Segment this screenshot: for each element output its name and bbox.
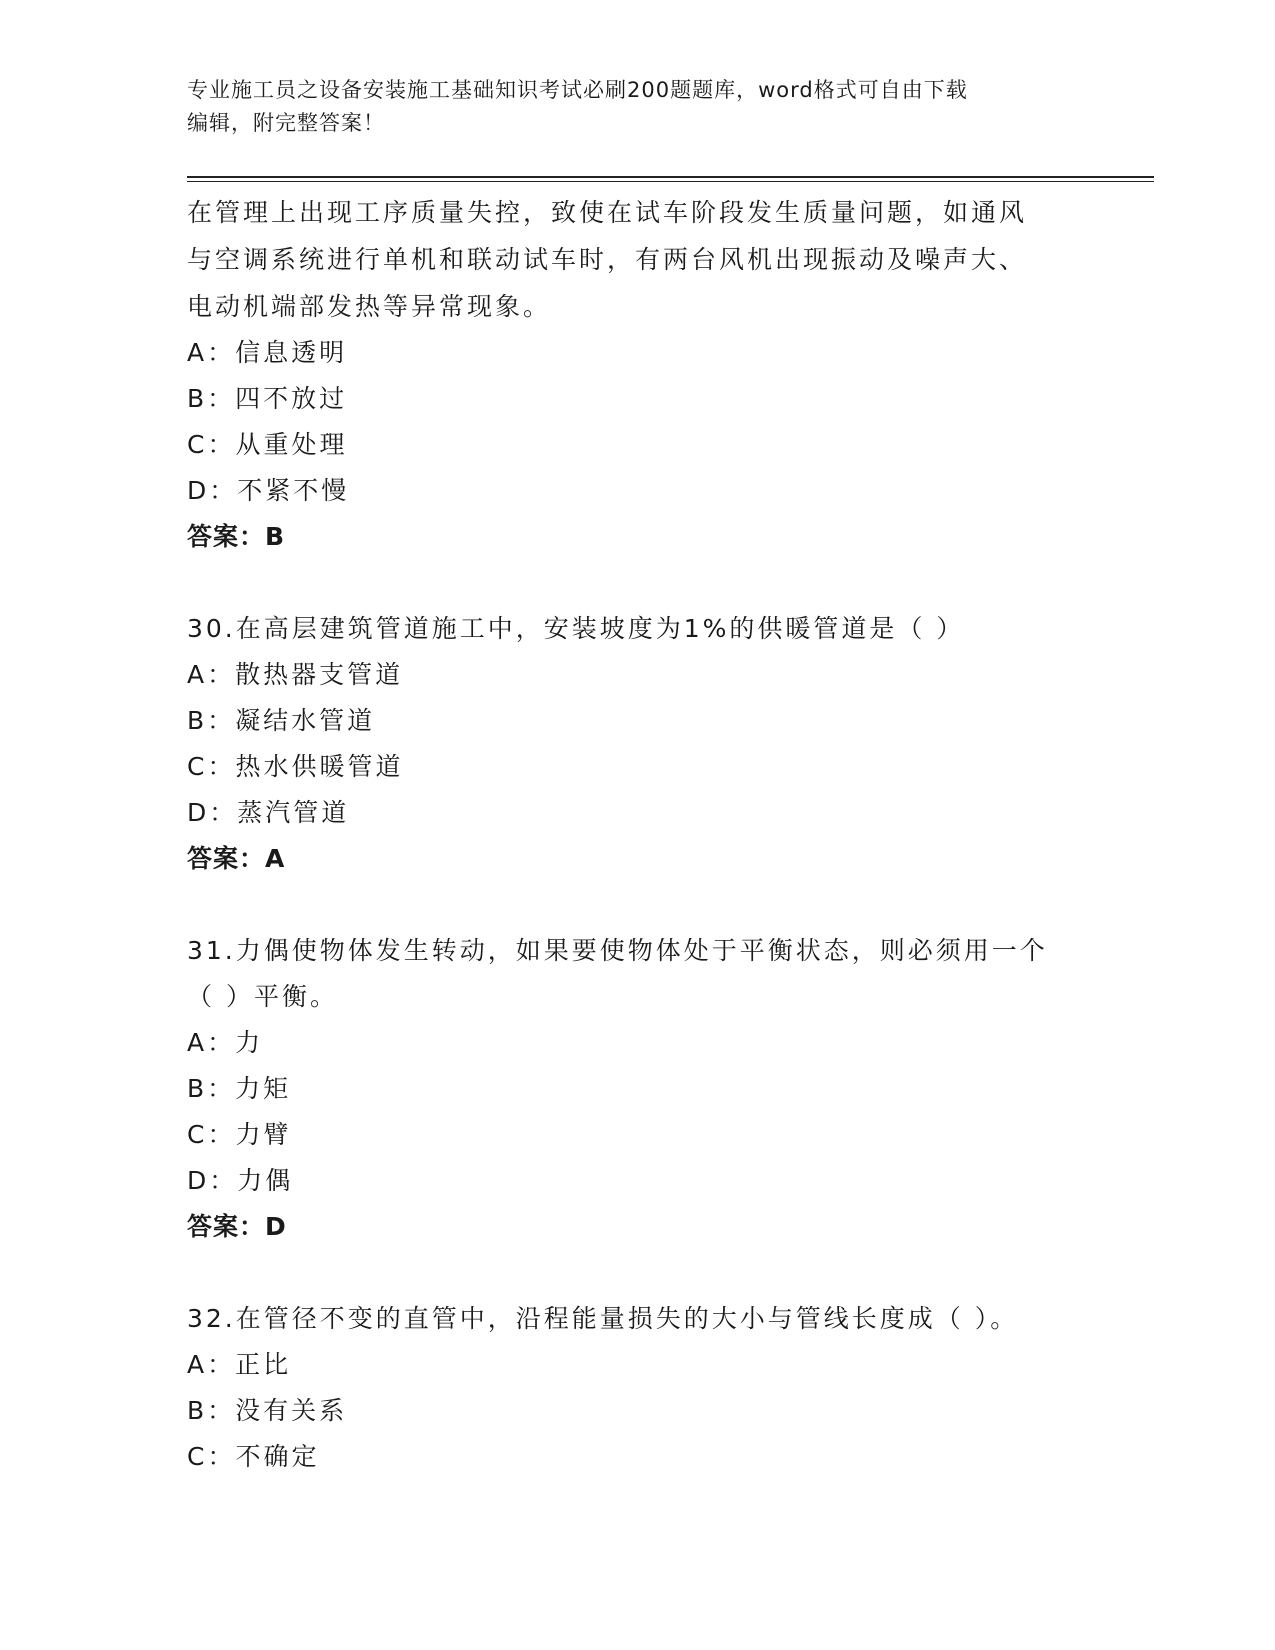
header-divider-thin xyxy=(187,181,1154,182)
answer: 答案：D xyxy=(187,1212,287,1241)
stem-line: 在管理上出现工序质量失控，致使在试车阶段发生质量问题，如通风 xyxy=(187,198,1028,227)
option-d: D：不紧不慢 xyxy=(187,476,350,505)
option-b: B：没有关系 xyxy=(187,1396,348,1425)
option-c: C：不确定 xyxy=(187,1442,320,1471)
header-divider-thick xyxy=(187,176,1154,178)
question-31-stem-line-2: （ ）平衡。 xyxy=(187,982,338,1011)
option-c: C：热水供暖管道 xyxy=(187,752,404,781)
option-a: A：散热器支管道 xyxy=(187,660,404,689)
answer: 答案：A xyxy=(187,844,286,873)
document-header xyxy=(187,74,1087,140)
option-b: B：四不放过 xyxy=(187,384,348,413)
option-d: D：蒸汽管道 xyxy=(187,798,350,827)
header-line-2: 编辑，附完整答案！ xyxy=(187,111,385,135)
option-b: B：凝结水管道 xyxy=(187,706,376,735)
header-line-1: 专业施工员之设备安装施工基础知识考试必刷200题题库，word格式可自由下载 xyxy=(187,78,968,102)
question-30-stem: 30.在高层建筑管道施工中，安装坡度为1%的供暖管道是（ ） xyxy=(187,614,965,643)
option-a: A：正比 xyxy=(187,1350,292,1379)
spacer xyxy=(187,560,1087,606)
option-a: A：力 xyxy=(187,1028,264,1057)
answer: 答案：B xyxy=(187,522,286,551)
question-31-stem-line-1: 31.力偶使物体发生转动，如果要使物体处于平衡状态，则必须用一个 xyxy=(187,936,1048,965)
option-c: C：力臂 xyxy=(187,1120,292,1149)
spacer xyxy=(187,882,1087,928)
option-a: A：信息透明 xyxy=(187,338,348,367)
option-c: C：从重处理 xyxy=(187,430,348,459)
stem-line: 电动机端部发热等异常现象。 xyxy=(187,292,552,321)
option-d: D：力偶 xyxy=(187,1166,294,1195)
question-32-stem: 32.在管径不变的直管中，沿程能量损失的大小与管线长度成（ ）。 xyxy=(187,1304,1019,1333)
option-b: B：力矩 xyxy=(187,1074,292,1103)
question-29-stem xyxy=(187,189,1087,330)
spacer xyxy=(187,1250,1087,1296)
stem-line: 与空调系统进行单机和联动试车时，有两台风机出现振动及噪声大、 xyxy=(187,245,1028,274)
question-list xyxy=(187,189,1087,1480)
